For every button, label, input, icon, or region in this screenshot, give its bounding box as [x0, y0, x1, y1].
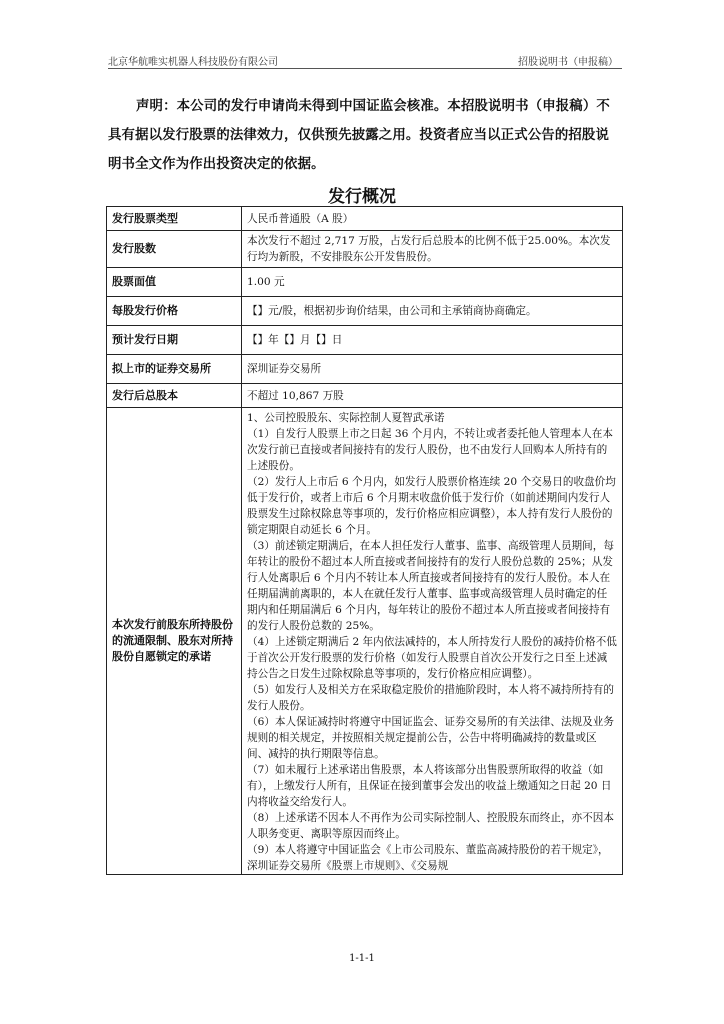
- commitment-item: （2）发行人上市后 6 个月内，如发行人股票价格连续 20 个交易日的收盘价均低于发行价，或者上市后 6 个月期末收盘价低于发行价（如前述期间内发行人股票发生过除权除息等事项的，发行价格应相应调整），本人持有发行人股份的锁定期限自动延长 6 个月。: [247, 476, 616, 536]
- section-title: 发行概况: [328, 187, 396, 207]
- commitment-item: （6）本人保证减持时将遵守中国证监会、证券交易所的有关法律、法规及业务规则的相关规定，并按照相关规定提前公告，公告中将明确减持的数量或区间、减持的执行期限等信息。: [247, 716, 614, 760]
- commitment-text: [242, 408, 623, 875]
- row-label: 发行股票类型: [107, 207, 242, 231]
- commitment-item: （9）本人将遵守中国证监会《上市公司股东、董监高减持股份的若干规定》，深圳证券交易所《股票上市规则》、《交易规: [247, 844, 609, 872]
- table-row: [107, 268, 623, 297]
- table-row: [107, 297, 623, 326]
- table-row: [107, 384, 623, 408]
- table-row: [107, 231, 623, 268]
- row-label: 每股发行价格: [107, 297, 242, 326]
- row-label: 发行后总股本: [107, 384, 242, 408]
- commitment-item: （4）上述锁定期满后 2 年内依法减持的，本人所持发行人股份的减持价格不低于首次公开发行股票的发行价格（如发行人股票自首次公开发行之日至上述减持公告之日发生过除权除息等事项的，发行价格应相应调整）。: [247, 636, 617, 680]
- row-value: 不超过 10,867 万股: [242, 384, 623, 408]
- row-label: 本次发行前股东所持股份的流通限制、股东对所持股份自愿锁定的承诺: [107, 408, 242, 875]
- row-value: 人民币普通股（A 股）: [242, 207, 623, 231]
- commitment-item: （7）如未履行上述承诺出售股票，本人将该部分出售股票所取得的收益（如有），上缴发行人所有，且保证在接到董事会发出的收益上缴通知之日起 20 日内将收益交给发行人。: [247, 764, 612, 808]
- commitment-item: （8）上述承诺不因本人不再作为公司实际控制人、控股股东而终止，亦不因本人职务变更、离职等原因而终止。: [247, 812, 614, 840]
- table-row: [107, 326, 623, 355]
- company-name: 北京华航唯实机器人科技股份有限公司: [108, 57, 278, 68]
- row-label: 预计发行日期: [107, 326, 242, 355]
- commitment-item: （3）前述锁定期满后，在本人担任发行人董事、监事、高级管理人员期间，每年转让的股份不超过本人所直接或者间接持有的发行人股份总数的 25%；从发行人处离职后 6 个月内不转让本人所直接或者间接持有的发行人股份。本人在任期届满前离职的，本人在就任发行人董事、监事或高级管理人员时确定的任期内和任期届满后 6 个月内，每年转让的股份不超过本人所直接或者间接持有的发行人股份总数的 25%。: [247, 540, 614, 632]
- disclaimer-statement: 声明：本公司的发行申请尚未得到中国证监会核准。本招股说明书（申报稿）不具有据以发行股票的法律效力，仅供预先披露之用。投资者应当以正式公告的招股说明书全文作为作出投资决定的依据。: [108, 99, 610, 172]
- page-number: 1-1-1: [349, 953, 375, 964]
- commitment-item: （1）自发行人股票上市之日起 36 个月内，不转让或者委托他人管理本人在本次发行前已直接或者间接持有的发行人股份，也不由发行人回购本人所持有的上述股份。: [247, 428, 613, 472]
- row-value: 【】元/股，根据初步询价结果，由公司和主承销商协商确定。: [242, 297, 623, 326]
- commitment-item: （5）如发行人及相关方在采取稳定股价的措施阶段时，本人将不减持所持有的发行人股份。: [247, 684, 614, 712]
- row-label: 股票面值: [107, 268, 242, 297]
- row-value: 1.00 元: [242, 268, 623, 297]
- commitment-item: 1、公司控股股东、实际控制人夏智武承诺: [247, 412, 445, 424]
- row-label: 发行股数: [107, 231, 242, 268]
- row-label: 拟上市的证券交易所: [107, 355, 242, 384]
- row-value: 本次发行不超过 2,717 万股，占发行后总股本的比例不低于25.00%。本次发行均为新股，不安排股东公开发售股份。: [242, 231, 623, 268]
- row-value: 深圳证券交易所: [242, 355, 623, 384]
- table-row: [107, 355, 623, 384]
- row-value: 【】年【】月【】日: [242, 326, 623, 355]
- issuance-overview-table: [106, 206, 623, 875]
- table-row: [107, 408, 623, 875]
- page-header: [108, 52, 622, 69]
- document-title: 招股说明书（申报稿）: [518, 57, 618, 68]
- table-row: [107, 207, 623, 231]
